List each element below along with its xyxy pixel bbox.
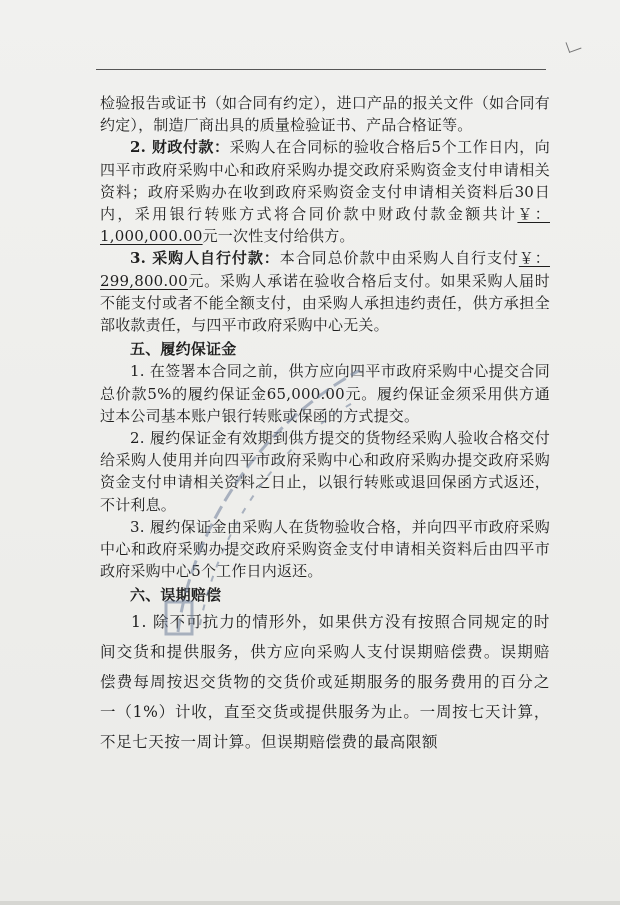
item2-text: 采购人在合同标的验收合格后5个工作日内，向四平市政府采购中心和政府采购办提交政府采购资金支付申请相关资料；政府采购办在收到政府采购资金支付申请相关资料后30日内，采用银行转账方式将合同价款中财政付款金额共计 — [100, 138, 551, 224]
item2-text-end: 元一次性支付给供方。 — [202, 227, 355, 246]
section-5-item-1: 1. 在签署本合同之前，供方应向四平市政府采购中心提交合同总价款5%的履约保证金65,000.00元。履约保证金须采用供方通过本公司基本账户银行转账或保函的方式提交。 — [100, 362, 550, 425]
section-5-title: 五、履约保证金 — [130, 340, 237, 359]
section-6-title: 六、误期赔偿 — [130, 586, 222, 605]
section-5-item-3: 3. 履约保证金由采购人在货物验收合格，并向四平市政府采购中心和政府采购办提交政府采购资金支付申请相关资料后由四平市政府采购中心5个工作日内返还。 — [100, 517, 550, 581]
page-bottom-edge — [0, 901, 620, 905]
contract-body — [100, 92, 550, 757]
item3-label: 3. 采购人自行付款： — [130, 249, 280, 268]
section-6-item-1: 1. 除不可抗力的情形外，如果供方没有按照合同规定的时间交货和提供服务，供方应向采购人支付误期赔偿费。误期赔偿费每周按迟交货物的交货价或延期服务的服务费用的百分之一（1%）计收，直至交货或提供服务为止。一周按七天计算，不足七天按一周计算。但误期赔偿费的最高限额 — [100, 612, 550, 751]
header-rule — [96, 69, 546, 70]
item2-amount: ￥：1,000,000.00 — [100, 205, 550, 246]
continuation-paragraph: 检验报告或证书（如合同有约定），进口产品的报关文件（如合同有约定），制造厂商出具的质量检验证书、产品合格证等。 — [100, 94, 550, 135]
payment-item-2 — [100, 136, 550, 247]
section-5-item-2: 2. 履约保证金有效期到供方提交的货物经采购人验收合格交付给采购人使用并向四平市政府采购中心和政府采购办提交政府采购资金支付申请相关资料之日止，以银行转账或退回保函方式返还，不计利息。 — [100, 429, 550, 514]
item3-text-end: 元。采购人承诺在验收合格后支付。如果采购人届时不能支付或者不能全额支付，由采购人承担违约责任，供方承担全部收款责任，与四平市政府采购中心无关。 — [100, 271, 550, 335]
payment-item-3 — [100, 247, 550, 336]
item3-text: 本合同总价款中由采购人自行支付 — [279, 249, 519, 268]
item3-amount: ￥：299,800.00 — [100, 249, 550, 290]
item2-label: 2. 财政付款： — [130, 138, 230, 157]
corner-mark — [566, 38, 582, 53]
